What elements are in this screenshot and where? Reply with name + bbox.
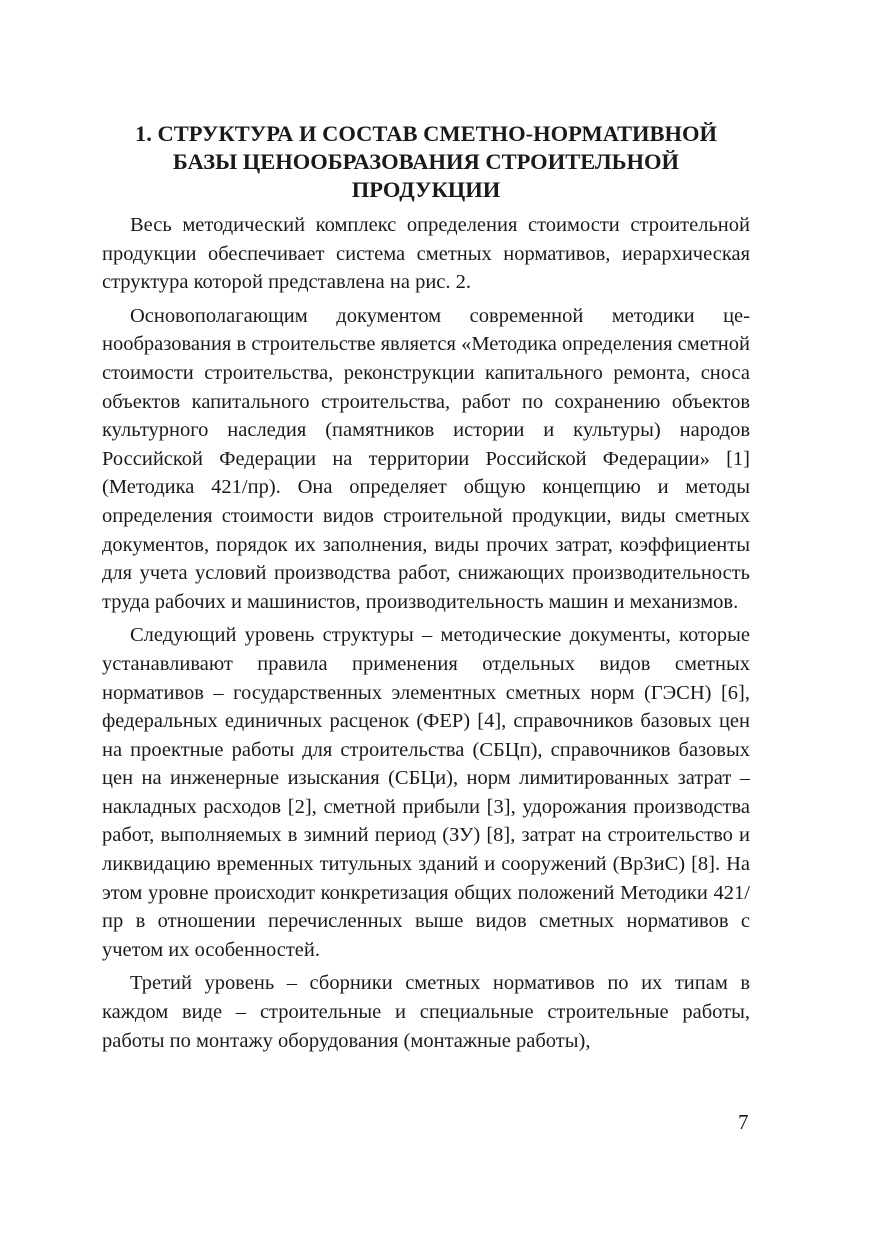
section-heading bbox=[102, 120, 750, 204]
paragraph-3: Следующий уровень структуры – методические документы, которые устанавливают правила применения отдельных видов сметных нормативов – государственных элементных сметных норм (ГЭСН) [6], федеральных единичных расценок (ФЕР) [4], справочников базовых цен на проектные работы для строительства (СБЦп), справочников базовых цен на инженерные изыскания (СБЦи), норм лимитированных затрат – накладных расходов [2], сметной прибыли [3], удорожания производства работ, выполняемых в зимний период (ЗУ) [8], затрат на строительство и ликвидацию временных титульных зданий и сооружений (ВрЗиС) [8]. На этом уровне происходит конкретизация общих положений Методики 421/пр в отношении перечисленных выше видов сметных нормативов с учетом их особенностей. bbox=[102, 624, 750, 961]
page-number: 7 bbox=[738, 1110, 749, 1134]
paragraph-4: Третий уровень – сборники сметных нормативов по их типам в каждом виде – строительные и специальные строительные работы, работы по монтажу оборудования (монтажные работы), bbox=[102, 972, 750, 1052]
heading-line-1: 1. СТРУКТУРА И СОСТАВ СМЕТНО-НОРМАТИВНОЙ bbox=[134, 121, 718, 146]
paragraph-2: Основополагающим документом современной методики ценообразования в строительстве является «Методика определения сметной стоимости строительства, реконструкции капитального ремонта, сноса объектов капитального строительства, работ по сохранению объектов культурного наследия (памятников истории и культуры) народов Российской Федерации на территории Российской Федерации» [1] (Методика 421/пр). Она определяет общую концепцию и методы определения стоимости видов строительной продукции, виды сметных документов, порядок их заполнения, виды прочих затрат, коэффициенты для учета условий производства работ, снижающих производительность труда рабочих и машинистов, производительность машин и механизмов. bbox=[102, 304, 750, 613]
paragraph-1: Весь методический комплекс определения стоимости строительной продукции обеспечивает система сметных нормативов, иерархическая структура которой представлена на рис. 2. bbox=[102, 214, 750, 294]
page-content bbox=[102, 120, 750, 1060]
heading-line-2: БАЗЫ ЦЕНООБРАЗОВАНИЯ СТРОИТЕЛЬНОЙ bbox=[172, 149, 680, 174]
heading-line-3: ПРОДУКЦИИ bbox=[351, 177, 501, 202]
